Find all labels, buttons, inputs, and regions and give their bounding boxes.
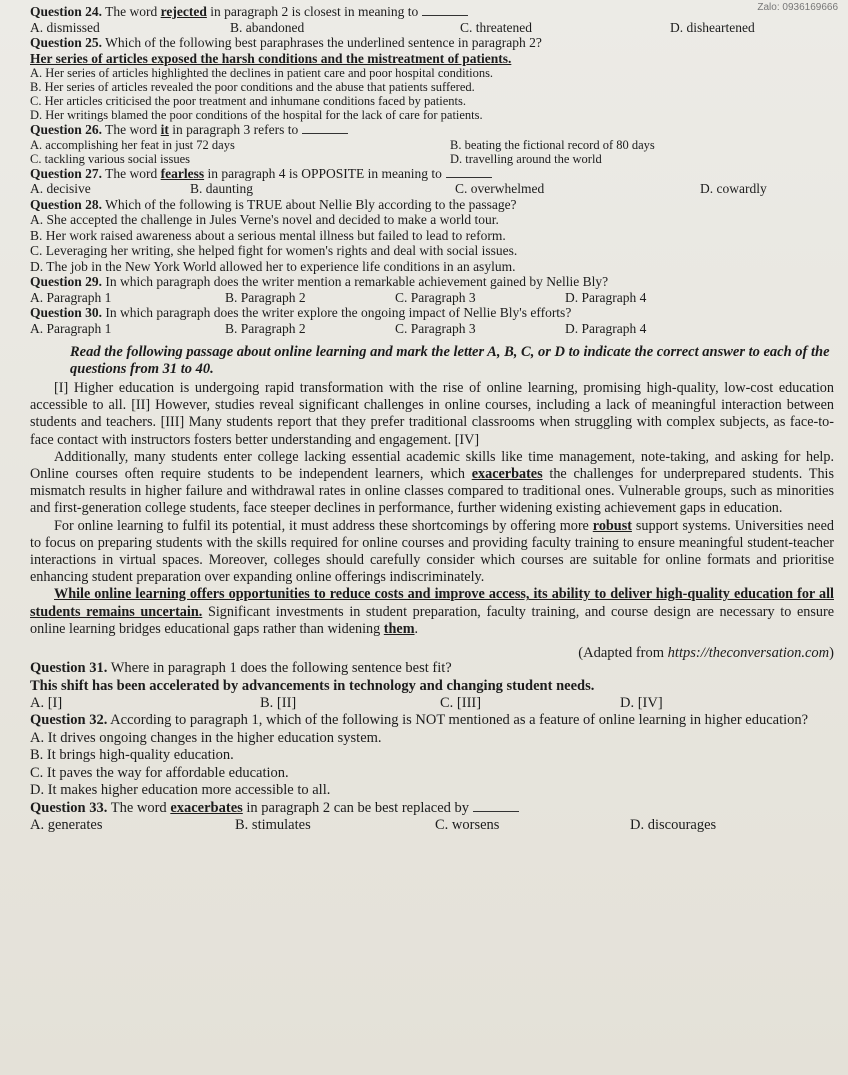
question-27-word: fearless [160, 165, 205, 181]
option-d[interactable]: D. Paragraph 4 [565, 320, 647, 336]
answer-blank [302, 123, 348, 134]
question-29-number: Question 29. [30, 274, 103, 289]
source-suffix: ) [829, 645, 834, 662]
question-33-word: exacerbates [170, 799, 243, 816]
option-b[interactable]: B. beating the fictional record of 80 days [450, 137, 655, 152]
question-32-stem: According to paragraph 1, which of the following is NOT mentioned as a feature of online learning in higher education? [107, 712, 809, 729]
question-26-options-2 [30, 152, 834, 166]
option-b[interactable]: B. [II] [260, 695, 297, 712]
option-c[interactable]: C. tackling various social issues [30, 151, 191, 166]
question-26 [30, 122, 834, 138]
question-27-number: Question 27. [30, 165, 103, 181]
question-26-word: it [160, 122, 169, 137]
option-c[interactable]: C. threatened [460, 19, 532, 35]
paragraph-4-word: them [383, 620, 415, 637]
question-24-stem-end: in paragraph 2 is closest in meaning to [206, 4, 419, 19]
paragraph-2-text: Additionally, many students enter college lacking essential academic skills like time management, note-taking, and asking for help. Online courses often require students to be independent learners, which [30, 448, 834, 483]
question-26-stem-end: in paragraph 3 refers to [168, 122, 299, 137]
question-31-stem: Where in paragraph 1 does the following sentence best fit? [107, 660, 452, 677]
option-b[interactable]: B. daunting [190, 181, 253, 196]
question-33 [30, 800, 834, 818]
option-b[interactable]: B. Her series of articles revealed the poor conditions and the abuse that patients suffered. [30, 80, 475, 94]
option-c[interactable]: C. [III] [440, 695, 482, 712]
paragraph-2-word: exacerbates [471, 466, 543, 483]
option-a[interactable]: A. accomplishing her feat in just 72 days [30, 137, 235, 152]
paragraph-3-text: For online learning to fulfil its potential, it must address these shortcomings by offering more [54, 517, 593, 534]
option-a[interactable]: A. decisive [30, 181, 91, 196]
paragraph-2-text-end: the challenges for underprepared students. This mismatch results in higher failure and withdrawal rates in online classes compared to traditional ones. Vulnerable groups, such as minorities and first-generation college students, face steeper declines in performance, further widening existing achievement gaps in education. [30, 466, 834, 517]
option-c[interactable]: C. Her articles criticised the poor treatment and inhumane conditions faced by patients. [30, 94, 466, 108]
contact-watermark: Zalo: 0936169666 [757, 2, 838, 13]
option-c[interactable]: C. It paves the way for affordable education. [30, 764, 289, 781]
option-c[interactable]: C. overwhelmed [455, 181, 545, 196]
question-31-sentence: This shift has been accelerated by advancements in technology and changing student needs. [30, 677, 595, 694]
question-33-stem: The word [107, 799, 171, 816]
question-30-stem: In which paragraph does the writer explore the ongoing impact of Nellie Bly's efforts? [102, 305, 572, 320]
option-a[interactable]: A. Paragraph 1 [30, 289, 112, 305]
question-24-options [30, 20, 834, 36]
paragraph-3-text-end: support systems. Universities need to focus on preparing students with the skills required for online courses and providing faculty training to ensure meaningful student-teacher interactions in virtual spaces. Moreover, colleges should carefully consider which courses are suitable for online formats and prioritise enhancing student preparation over expanding online offerings indiscriminately. [30, 517, 834, 586]
option-a[interactable]: A. It drives ongoing changes in the higher education system. [30, 729, 382, 746]
paragraph-2 [30, 449, 834, 518]
question-30-number: Question 30. [30, 305, 103, 320]
passage-instruction: Read the following passage about online learning and mark the letter A, B, C, or D to indicate the correct answer to each of the questions from 31 to 40. [70, 344, 830, 377]
question-24-word: rejected [160, 4, 207, 19]
option-d[interactable]: D. travelling around the world [450, 151, 602, 166]
question-27 [30, 166, 834, 182]
option-d[interactable]: D. disheartened [670, 19, 755, 35]
option-c[interactable]: C. worsens [435, 817, 500, 834]
question-25-sentence: Her series of articles exposed the harsh conditions and the mistreatment of patients. [30, 50, 512, 66]
option-b[interactable]: B. It brings high-quality education. [30, 747, 234, 764]
question-27-stem: The word [102, 165, 161, 181]
question-31 [30, 660, 834, 678]
question-26-options-1 [30, 138, 834, 152]
paragraph-4-text: Significant investments in student preparation, faculty training, and course design are necessary to ensure online learning bridges educational gaps rather than widening [30, 603, 835, 637]
option-b[interactable]: B. Her work raised awareness about a serious mental illness but failed to lead to reform. [30, 227, 506, 243]
question-26-number: Question 26. [30, 122, 103, 137]
option-a[interactable]: A. Her series of articles highlighted the declines in patient care and poor hospital conditions. [30, 66, 494, 80]
option-d[interactable]: D. [IV] [620, 695, 663, 712]
option-a[interactable]: A. [I] [30, 695, 63, 712]
question-33-number: Question 33. [30, 799, 108, 816]
option-c[interactable]: C. Paragraph 3 [395, 289, 476, 305]
option-d[interactable]: D. The job in the New York World allowed her to experience life conditions in an asylum. [30, 258, 516, 274]
paragraph-4-underlined: While online learning offers opportunities to reduce costs and improve access, its ability to deliver high-quality education for all students remains uncertain. [30, 586, 834, 620]
question-24 [30, 4, 834, 20]
question-24-number: Question 24. [30, 4, 103, 19]
question-31-options [30, 695, 834, 712]
option-c[interactable]: C. Leveraging her writing, she helped fight for women's rights and deal with social issues. [30, 243, 518, 258]
question-29 [30, 274, 834, 290]
option-d[interactable]: D. discourages [630, 817, 717, 834]
option-a[interactable]: A. generates [30, 817, 103, 834]
question-28-stem: Which of the following is TRUE about Nellie Bly according to the passage? [102, 196, 517, 212]
paragraph-3-word: robust [592, 517, 632, 534]
source-url: https://theconversation.com [667, 645, 830, 662]
question-29-options [30, 290, 834, 306]
question-26-stem: The word [102, 122, 161, 137]
option-d[interactable]: D. Paragraph 4 [565, 289, 647, 305]
paragraph-4-end: . [414, 620, 419, 637]
question-32 [30, 712, 834, 730]
option-d[interactable]: D. cowardly [700, 181, 767, 196]
question-30-options [30, 321, 834, 337]
question-25-number: Question 25. [30, 35, 103, 50]
option-a[interactable]: A. She accepted the challenge in Jules Verne's novel and decided to make a world tour. [30, 212, 499, 227]
question-32-number: Question 32. [30, 712, 108, 729]
option-b[interactable]: B. abandoned [230, 19, 305, 35]
option-b[interactable]: B. stimulates [235, 817, 311, 834]
question-28 [30, 197, 834, 213]
question-24-stem: The word [102, 4, 161, 19]
option-b[interactable]: B. Paragraph 2 [225, 320, 306, 336]
question-28-number: Question 28. [30, 196, 103, 212]
question-25 [30, 35, 834, 51]
question-33-options [30, 817, 834, 834]
option-b[interactable]: B. Paragraph 2 [225, 289, 306, 305]
option-d[interactable]: D. It makes higher education more accessible to all. [30, 782, 331, 799]
question-31-number: Question 31. [30, 660, 108, 677]
source-prefix: (Adapted from [578, 645, 668, 662]
paragraph-1: [I] Higher education is undergoing rapid transformation with the rise of online learning, promising high-quality, low-cost education accessible to all. [II] However, studies reveal significant challenges in online courses, including a lack of meaningful interaction between students and teachers. [III] Many students report that they prefer traditional classrooms when struggling with complex subjects, as face-to-face contact with instructors fosters better understanding and engagement. [IV] [30, 380, 834, 448]
question-29-stem: In which paragraph does the writer mention a remarkable achievement gained by Nellie Bly? [102, 274, 609, 289]
option-a[interactable]: A. Paragraph 1 [30, 320, 112, 336]
question-27-options [30, 181, 834, 197]
question-30 [30, 305, 834, 321]
paragraph-3 [30, 518, 834, 587]
paragraph-4 [30, 586, 834, 638]
option-a[interactable]: A. dismissed [30, 19, 100, 35]
question-33-stem-end: in paragraph 2 can be best replaced by [242, 799, 470, 816]
option-c[interactable]: C. Paragraph 3 [395, 320, 476, 336]
option-d[interactable]: D. Her writings blamed the poor conditions of the hospital for the lack of care for patients. [30, 108, 483, 122]
answer-blank [422, 5, 468, 16]
question-25-stem: Which of the following best paraphrases the underlined sentence in paragraph 2? [102, 35, 542, 50]
answer-blank [446, 167, 492, 178]
question-27-stem-end: in paragraph 4 is OPPOSITE in meaning to [204, 165, 442, 181]
answer-blank [473, 801, 519, 812]
